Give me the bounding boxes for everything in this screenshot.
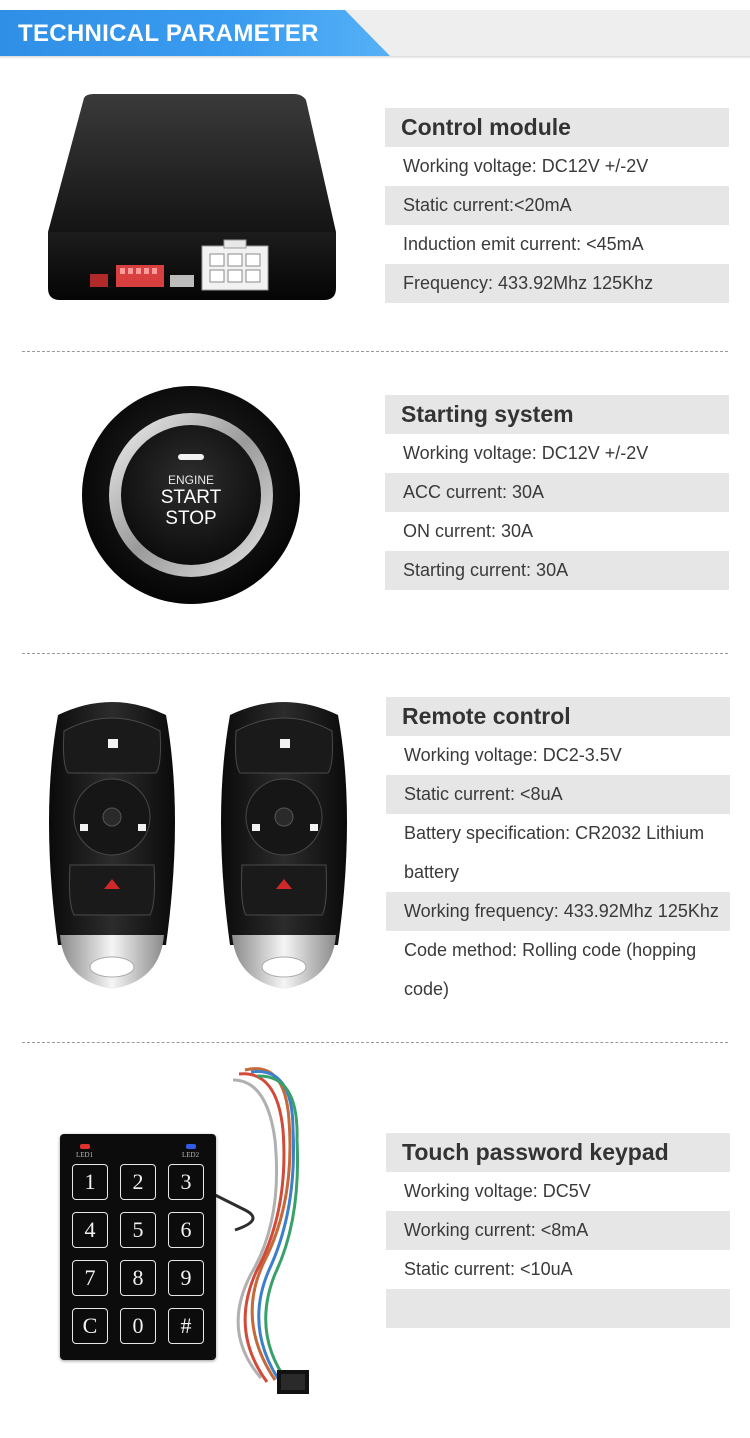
product-logo: EASYGUARD <box>142 151 246 165</box>
led1-label: LED1 <box>76 1151 94 1159</box>
spec-row: Working voltage: DC5V <box>404 1181 591 1201</box>
keypad-key[interactable]: 6 <box>168 1212 204 1248</box>
spec-row: Induction emit current: <45mA <box>403 234 644 254</box>
keypad-key[interactable]: 5 <box>120 1212 156 1248</box>
spec-table-control-module <box>385 108 729 303</box>
spec-table-touch-keypad <box>386 1133 730 1328</box>
spec-row: ON current: 30A <box>403 521 534 541</box>
spec-row: Static current: <10uA <box>404 1259 573 1279</box>
spec-title: Control module <box>385 108 729 147</box>
keypad-key[interactable]: # <box>168 1308 204 1344</box>
spec-table-remote-control <box>386 697 730 1009</box>
keypad-key[interactable]: 7 <box>72 1260 108 1296</box>
spec-row: Working voltage: DC12V +/-2V <box>403 443 649 463</box>
keypad-grid <box>72 1164 204 1344</box>
section-divider <box>22 653 728 654</box>
keypad-key[interactable]: 9 <box>168 1260 204 1296</box>
spec-row: Code method: Rolling code (hopping code) <box>404 940 697 999</box>
section-header <box>0 0 750 58</box>
spec-row: Working voltage: DC12V +/-2V <box>403 156 649 176</box>
spec-row: Static current: <8uA <box>386 775 730 814</box>
spec-row: ACC current: 30A <box>385 473 729 512</box>
control-module-image <box>44 92 340 306</box>
keypad-key[interactable]: 3 <box>168 1164 204 1200</box>
keypad-key[interactable]: 1 <box>72 1164 108 1200</box>
spec-row: Frequency: 433.92Mhz 125Khz <box>385 264 729 303</box>
button-label-engine: ENGINE <box>167 473 215 487</box>
remote-fob-image <box>38 695 186 993</box>
start-stop-button-image <box>80 384 302 606</box>
spec-title: Starting system <box>385 395 729 434</box>
keypad-key[interactable]: C <box>72 1308 108 1344</box>
keypad-image <box>60 1134 216 1360</box>
keypad-key[interactable]: 4 <box>72 1212 108 1248</box>
section-divider <box>22 1042 728 1043</box>
spec-row: Battery specification: CR2032 Lithium battery <box>404 823 705 882</box>
spec-table-starting-system <box>385 395 729 590</box>
led2-label: LED2 <box>182 1151 200 1159</box>
spec-row: Working voltage: DC2-3.5V <box>404 745 622 765</box>
keypad-key[interactable]: 8 <box>120 1260 156 1296</box>
wiring-harness-image <box>205 1060 315 1410</box>
spec-title: Remote control <box>386 697 730 736</box>
header-shadow <box>0 56 750 59</box>
led2-indicator-icon <box>186 1144 196 1149</box>
button-label-stop: STOP <box>165 508 217 529</box>
remote-fob-image <box>210 695 358 993</box>
spec-row: Working current: <8mA <box>386 1211 730 1250</box>
led1-indicator-icon <box>80 1144 90 1149</box>
page-title: TECHNICAL PARAMETER <box>18 20 319 47</box>
spec-row: Static current:<20mA <box>385 186 729 225</box>
button-label-start: START <box>160 487 222 508</box>
keypad-key[interactable]: 2 <box>120 1164 156 1200</box>
keypad-key[interactable]: 0 <box>120 1308 156 1344</box>
spec-row <box>386 1289 730 1328</box>
spec-row: Starting current: 30A <box>385 551 729 590</box>
spec-row: Working frequency: 433.92Mhz 125Khz <box>386 892 730 931</box>
spec-title: Touch password keypad <box>386 1133 730 1172</box>
section-divider <box>22 351 728 352</box>
